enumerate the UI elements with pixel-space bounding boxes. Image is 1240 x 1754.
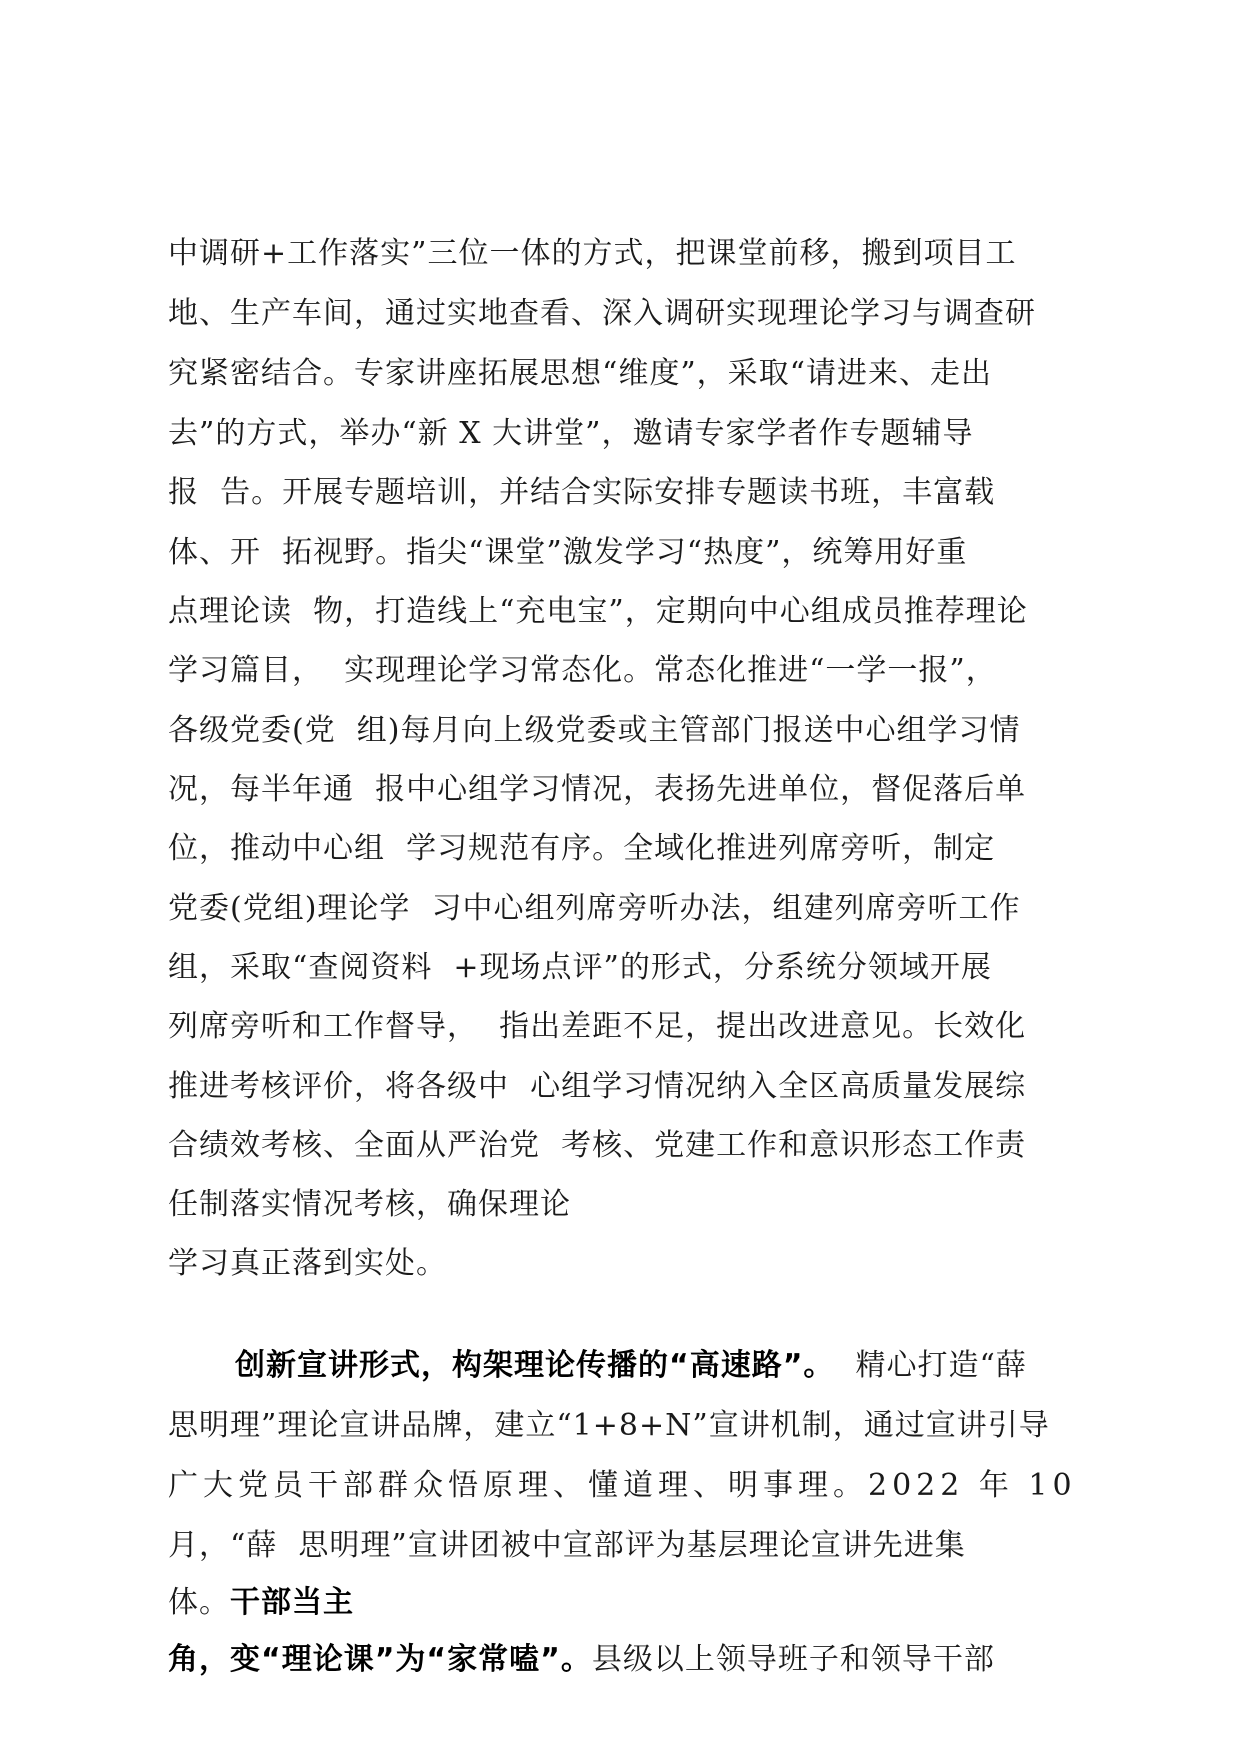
body-text-line: 月，“薛 思明理”宣讲团被中宣部评为基层理论宣讲先进集 bbox=[168, 1528, 966, 1563]
body-text-line: 点理论读 物，打造线上“充电宝”，定期向中心组成员推荐理论 bbox=[168, 594, 1028, 629]
body-text-span: 体。 bbox=[168, 1585, 230, 1620]
body-text-line: 思明理”理论宣讲品牌，建立“1+8+N”宣讲机制，通过宣讲引导 bbox=[168, 1408, 1050, 1443]
paragraph-lead-line bbox=[235, 1346, 1027, 1386]
body-text-line: 学习篇目， 实现理论学习常态化。常态化推进“一学一报”， bbox=[168, 653, 997, 688]
body-text-line: 地、生产车间，通过实地查看、深入调研实现理论学习与调查研 bbox=[168, 296, 1036, 331]
body-text-line: 任制落实情况考核，确保理论 bbox=[168, 1187, 571, 1222]
body-text-line: 况，每半年通 报中心组学习情况，表扬先进单位，督促落后单 bbox=[168, 772, 1027, 807]
paragraph-heading: 角，变“理论课”为“家常嗑”。 bbox=[168, 1642, 592, 1677]
body-text-line: 广大党员干部群众悟原理、懂道理、明事理。2022 年 10 bbox=[168, 1468, 1077, 1503]
body-text-line: 学习真正落到实处。 bbox=[168, 1246, 447, 1281]
body-text-line: 列席旁听和工作督导， 指出差距不足，提出改进意见。长效化 bbox=[168, 1009, 1027, 1044]
body-text-line: 报 告。开展专题培训，并结合实际安排专题读书班，丰富载 bbox=[168, 475, 996, 510]
body-text-line: 各级党委(党 组)每月向上级党委或主管部门报送中心组学习情 bbox=[168, 713, 1021, 748]
body-text-line: 党委(党组)理论学 习中心组列席旁听办法，组建列席旁听工作 bbox=[168, 891, 1021, 926]
body-text-span: 县级以上领导班子和领导干部 bbox=[591, 1642, 995, 1677]
paragraph-heading: 干部当主 bbox=[230, 1585, 354, 1620]
body-text-line: 推进考核评价，将各级中 心组学习情况纳入全区高质量发展综 bbox=[168, 1069, 1027, 1104]
body-text-line: 组，采取“查阅资料 +现场点评”的形式，分系统分领域开展 bbox=[168, 950, 992, 985]
body-text-line: 中调研+工作落实”三位一体的方式，把课堂前移，搬到项目工 bbox=[168, 236, 1017, 271]
body-text-line bbox=[168, 1640, 995, 1680]
body-text-line: 去”的方式，举办“新 X 大讲堂”，邀请专家学者作专题辅导 bbox=[168, 416, 974, 451]
paragraph-heading: 创新宣讲形式，构架理论传播的“高速路”。 bbox=[235, 1348, 835, 1383]
body-text-line: 合绩效考核、全面从严治党 考核、党建工作和意识形态工作责 bbox=[168, 1128, 1027, 1163]
body-text-line: 究紧密结合。专家讲座拓展思想“维度”，采取“请进来、走出 bbox=[168, 356, 993, 391]
body-text-line: 体、开 拓视野。指尖“课堂”激发学习“热度”，统筹用好重 bbox=[168, 535, 968, 570]
body-text-span: 精心打造“薛 bbox=[834, 1348, 1027, 1383]
body-text-line bbox=[168, 1583, 354, 1623]
body-text-line: 位，推动中心组 学习规范有序。全域化推进列席旁听，制定 bbox=[168, 831, 996, 866]
